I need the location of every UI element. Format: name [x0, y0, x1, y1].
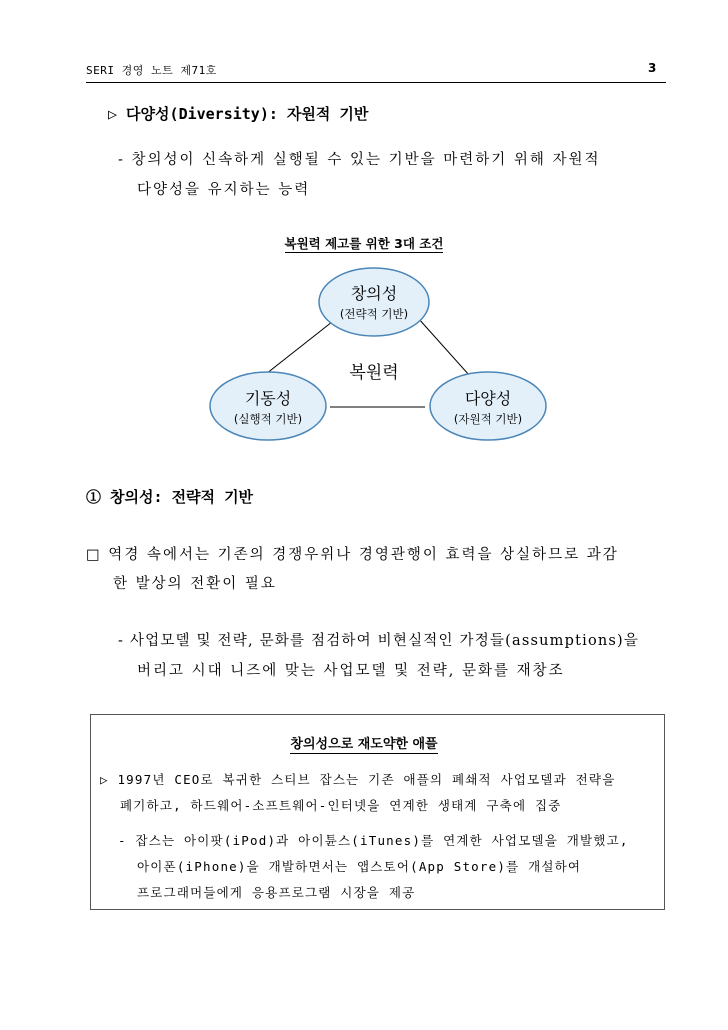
- bullet1-line1: □ 역경 속에서는 기존의 경쟁우위나 경영관행이 효력을 상실하므로 과감: [86, 547, 619, 563]
- dash2-line1: - 사업모델 및 전략, 문화를 점검하여 비현실적인 가정들(assumptions)을: [118, 633, 640, 649]
- bullet1-line2: 한 발상의 전환이 필요: [113, 576, 277, 592]
- box-item1-line2: 폐기하고, 하드웨어-소프트웨어-인터넷을 연계한 생태계 구축에 집중: [120, 798, 562, 813]
- box-item1-line1: ▷ 1997년 CEO로 복귀한 스티브 잡스는 기존 애플의 폐쇄적 사업모델과 전략을: [100, 772, 616, 787]
- center-label: 복원력: [349, 363, 399, 383]
- node-creativity-label: 창의성: [350, 284, 398, 303]
- section-title: ▷ 다양성(Diversity): 자원적 기반: [108, 105, 369, 123]
- node-creativity-sub: (전략적 기반): [339, 307, 409, 321]
- box-item2-line3: 프로그래머들에게 응용프로그램 시장을 제공: [137, 885, 416, 900]
- heading-creativity: ① 창의성: 전략적 기반: [86, 488, 254, 506]
- diagram-title-text: 복원력 제고를 위한 3대 조건: [284, 236, 444, 251]
- box-title-text: 창의성으로 재도약한 애플: [290, 737, 438, 752]
- section-desc-line2: 다양성을 유지하는 능력: [137, 182, 311, 198]
- section-desc-line1: - 창의성이 신속하게 실행될 수 있는 기반을 마련하기 위해 자원적: [118, 152, 601, 168]
- box-item2-line1: - 잡스는 아이팟(iPod)과 아이튠스(iTunes)를 연계한 사업모델을 개발했고,: [118, 833, 629, 848]
- box-title: [0, 733, 728, 752]
- box-item2-line2: 아이폰(iPhone)을 개발하면서는 앱스토어(App Store)를 개설하여: [137, 859, 582, 874]
- node-diversity-sub: (자원적 기반): [453, 412, 523, 426]
- header-title: SERI 경영 노트 제71호: [86, 64, 217, 77]
- node-mobility-sub: (실행적 기반): [233, 412, 303, 426]
- node-diversity-label: 다양성: [464, 389, 512, 408]
- node-mobility-label: 기동성: [244, 389, 292, 408]
- dash2-line2: 버리고 시대 니즈에 맞는 사업모델 및 전략, 문화를 재창조: [137, 663, 565, 679]
- page-number: 3: [648, 61, 657, 75]
